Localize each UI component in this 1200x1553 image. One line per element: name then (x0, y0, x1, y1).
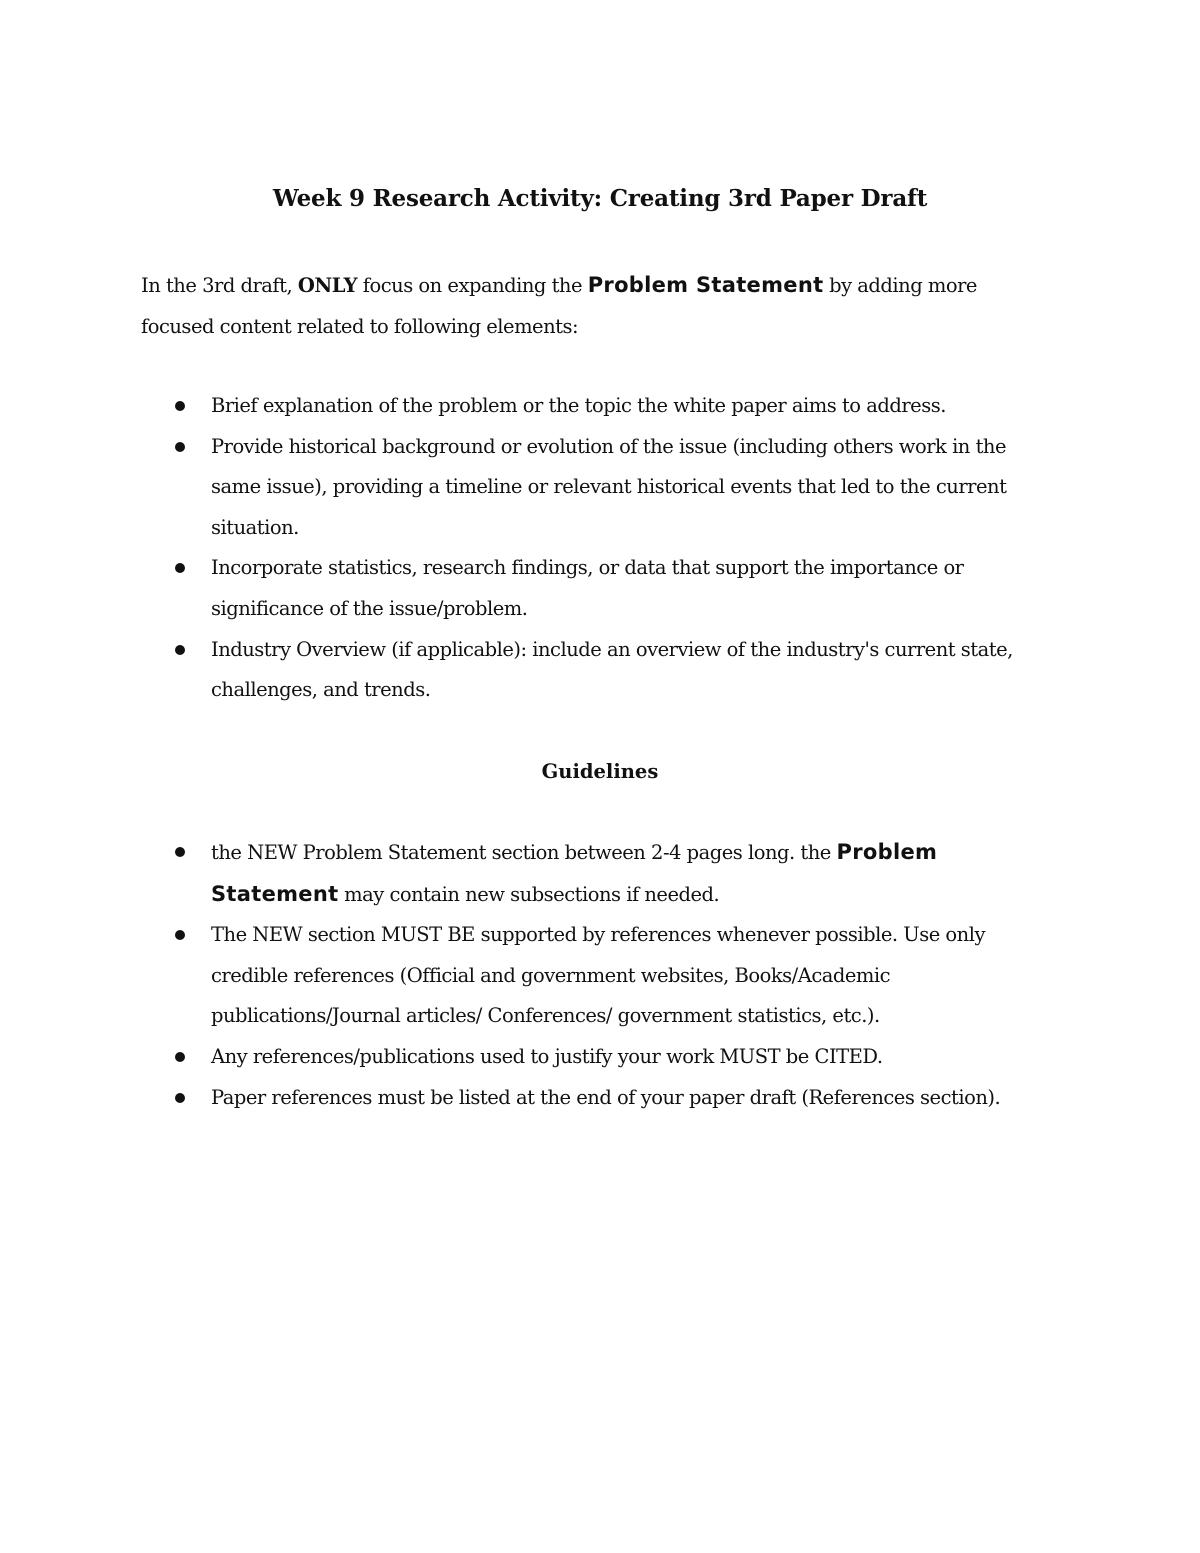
intro-text-1: In the 3rd draft, (141, 274, 298, 297)
bullet-icon (175, 645, 185, 655)
list-item (211, 427, 1041, 549)
list-item (211, 1037, 1041, 1078)
list-item-text: Brief explanation of the problem or the topic the white paper aims to address. (211, 394, 946, 417)
guideline-text-1b: may contain new subsections if needed. (338, 882, 720, 906)
intro-paragraph (141, 265, 1041, 347)
guideline-text-2: The NEW section MUST BE supported by references whenever possible. Use only credible references (Official and government websites, Books/Academic publications/Journal articles/ Conferences/ government statistics, etc.). (211, 923, 985, 1028)
list-item-text: Incorporate statistics, research findings, or data that support the importance or significance of the issue/problem. (211, 556, 964, 620)
bullet-icon (175, 563, 185, 573)
guideline-problem-statement: Problem Statement (211, 840, 938, 906)
list-item (211, 915, 1041, 1037)
bullet-icon (175, 1052, 185, 1062)
list-item-text: Industry Overview (if applicable): include an overview of the industry's current state, challenges, and trends. (211, 637, 1013, 702)
guideline-text-1: the NEW Problem Statement section between 2-4 pages long. the (211, 841, 837, 864)
list-item (211, 630, 1041, 711)
bullet-icon (175, 930, 185, 940)
list-item (211, 386, 1041, 427)
list-item (211, 832, 1041, 915)
guidelines-list (211, 832, 1041, 1118)
intro-problem-statement: Problem Statement (587, 273, 824, 297)
intro-text-3: by adding more focused content related to following elements: (141, 274, 977, 338)
intro-only-emphasis: ONLY (297, 274, 358, 297)
list-item-text: Provide historical background or evolution of the issue (including others work in the same issue), providing a timeline or relevant historical events that led to the current situation. (211, 434, 1007, 539)
list-item (211, 1078, 1041, 1119)
guideline-text-4: Paper references must be listed at the end of your paper draft (References section). (211, 1085, 1001, 1109)
bullet-icon (175, 847, 185, 857)
list-item (211, 548, 1041, 629)
bullet-icon (175, 1093, 185, 1103)
guideline-text-3: Any references/publications used to justify your work MUST be CITED. (211, 1044, 883, 1068)
intro-text-2: focus on expanding the (357, 274, 588, 297)
bullet-icon (175, 401, 185, 411)
bullet-icon (175, 442, 185, 452)
guidelines-heading: Guidelines (541, 760, 659, 783)
elements-list (211, 386, 1041, 711)
document-title: Week 9 Research Activity: Creating 3rd Paper Draft (272, 185, 928, 212)
